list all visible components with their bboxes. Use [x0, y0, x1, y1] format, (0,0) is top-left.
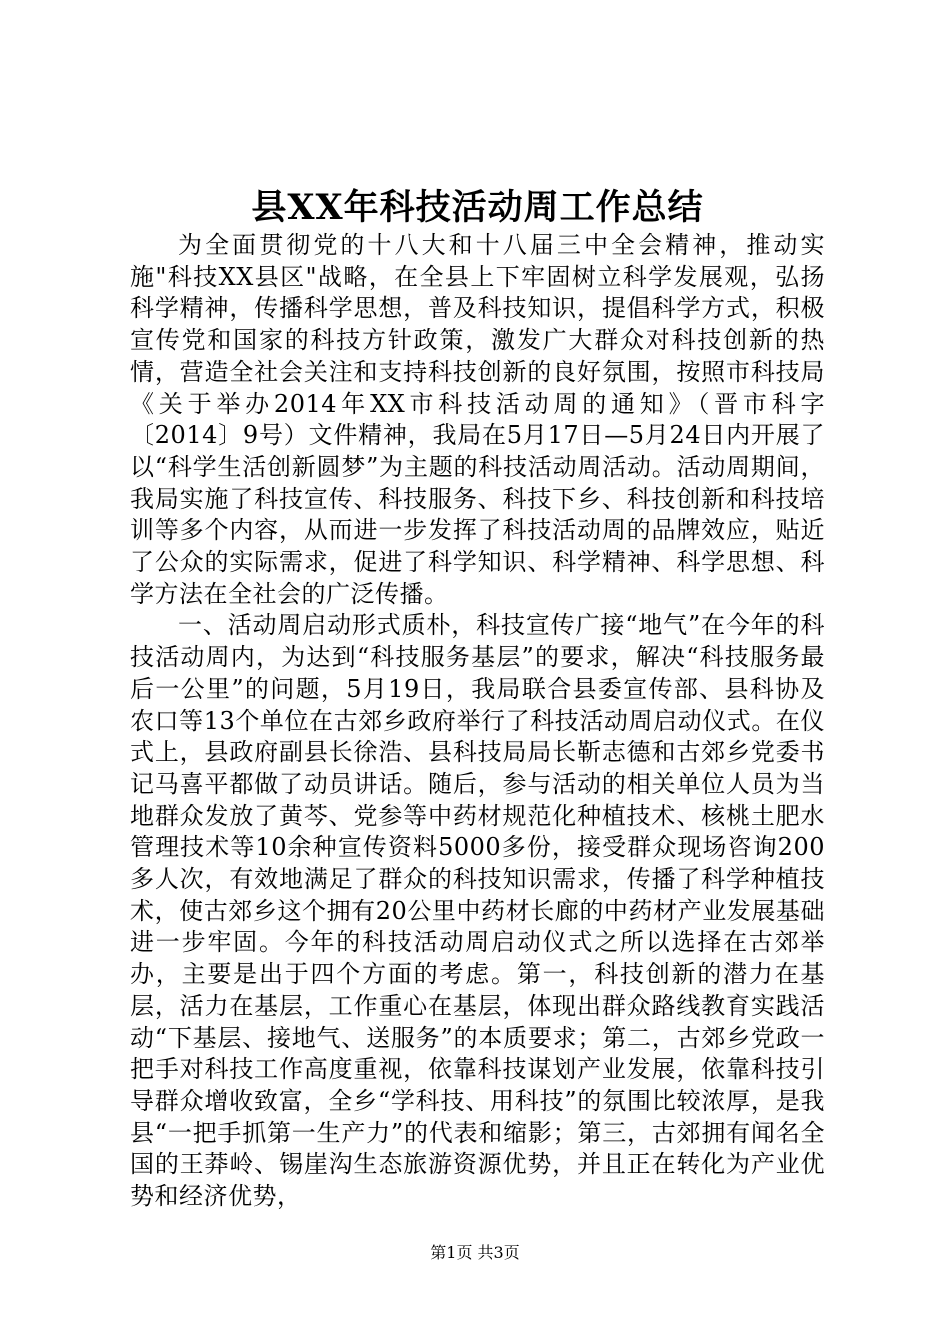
document-title: 县XX年科技活动周工作总结	[251, 187, 704, 228]
paragraph-section-one: 一、活动周启动形式质朴，科技宣传广接“地气”在今年的科技活动周内，为达到“科技服务基层”的要求，解决“科技服务最后一公里”的问题，5月19日，我局联合县委宣传部、县科协及农口等13个单位在古郊乡政府举行了科技活动周启动仪式。在仪式上，县政府副县长徐浩、县科技局局长靳志德和古郊乡党委书记马喜平都做了动员讲话。随后，参与活动的相关单位人员为当地群众发放了黄芩、党参等中药材规范化种植技术、核桃土肥水管理技术等10余种宣传资料5000多份，接受群众现场咨询200多人次，有效地满足了群众的科技知识需求，传播了科学种植技术，使古郊乡这个拥有20公里中药材长廊的中药材产业发展基础进一步牢固。今年的科技活动周启动仪式之所以选择在古郊举办，主要是出于四个方面的考虑。第一，科技创新的潜力在基层，活力在基层，工作重心在基层，体现出群众路线教育实践活动“下基层、接地气、送服务”的本质要求；第二，古郊乡党政一把手对科技工作高度重视，依靠科技谋划产业发展，依靠科技引导群众增收致富，全乡“学科技、用科技”的氛围比较浓厚，是我县“一把手抓第一生产力”的代表和缩影；第三，古郊拥有闻名全国的王莽岭、锡崖沟生态旅游资源优势，并且正在转化为产业优势和经济优势，	[130, 611, 825, 1211]
page-number-footer: 第1页 共3页	[430, 1243, 520, 1262]
paragraph-intro: 为全面贯彻党的十八大和十八届三中全会精神，推动实施"科技XX县区"战略，在全县上下牢固树立科学发展观，弘扬科学精神，传播科学思想，普及科技知识，提倡科学方式，积极宣传党和国家的科技方针政策，激发广大群众对科技创新的热情，营造全社会关注和支持科技创新的良好氛围，按照市科技局《关于举办2014年XX市科技活动周的通知》（晋市科字〔2014〕9号）文件精神，我局在5月17日—5月24日内开展了以“科学生活创新圆梦”为主题的科技活动周活动。活动周期间，我局实施了科技宣传、科技服务、科技下乡、科技创新和科技培训等多个内容，从而进一步发挥了科技活动周的品牌效应，贴近了公众的实际需求，促进了科学知识、科学精神、科学思想、科学方法在全社会的广泛传播。	[130, 231, 825, 608]
document-body	[130, 230, 825, 1213]
